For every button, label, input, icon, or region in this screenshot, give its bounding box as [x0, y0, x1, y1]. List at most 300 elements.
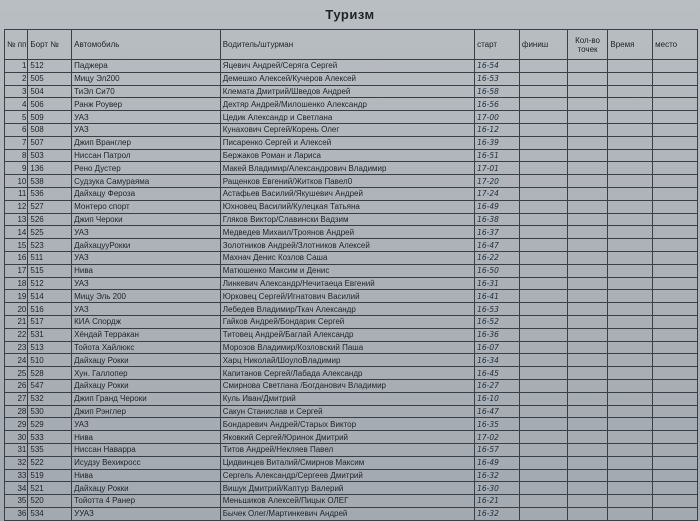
table-row — [5, 507, 698, 520]
cell-start: 16-37 — [475, 226, 520, 239]
cell-board: 510 — [28, 354, 72, 367]
table-row — [5, 85, 698, 98]
empty-cell — [653, 315, 698, 328]
cell-number: 20 — [5, 303, 28, 316]
empty-cell — [519, 354, 567, 367]
table-row — [5, 418, 698, 431]
cell-crew: Сакун Станислав и Сергей — [220, 405, 474, 418]
cell-start: 17-20 — [475, 175, 520, 188]
empty-cell — [519, 72, 567, 85]
empty-cell — [567, 456, 608, 469]
cell-board: 523 — [28, 239, 72, 252]
cell-crew: Кунахович Сергей/Корень Олег — [220, 123, 474, 136]
cell-start: 16-36 — [475, 328, 520, 341]
cell-number: 25 — [5, 367, 28, 380]
cell-number: 32 — [5, 456, 28, 469]
cell-number: 16 — [5, 251, 28, 264]
cell-number: 4 — [5, 98, 28, 111]
table-row — [5, 175, 698, 188]
col-header-time: Время — [608, 30, 653, 60]
empty-cell — [519, 328, 567, 341]
cell-car: Мицу Эль 200 — [72, 290, 221, 303]
cell-car: КИА Спордж — [72, 315, 221, 328]
cell-crew: Гляков Виктор/Славински Вадзим — [220, 213, 474, 226]
cell-start: 16-32 — [475, 507, 520, 520]
empty-cell — [567, 123, 608, 136]
empty-cell — [567, 354, 608, 367]
empty-cell — [608, 303, 653, 316]
empty-cell — [608, 251, 653, 264]
empty-cell — [567, 226, 608, 239]
empty-cell — [567, 418, 608, 431]
cell-crew: Линкевич Александр/Нечитаеца Евгений — [220, 277, 474, 290]
empty-cell — [653, 379, 698, 392]
cell-crew: Дехтяр Андрей/Милошенко Александр — [220, 98, 474, 111]
table-row — [5, 251, 698, 264]
empty-cell — [608, 495, 653, 508]
table-row — [5, 482, 698, 495]
empty-cell — [567, 392, 608, 405]
cell-car: УАЗ — [72, 277, 221, 290]
empty-cell — [653, 354, 698, 367]
cell-start: 16-53 — [475, 303, 520, 316]
empty-cell — [567, 303, 608, 316]
table-row — [5, 72, 698, 85]
empty-cell — [653, 175, 698, 188]
empty-cell — [653, 405, 698, 418]
empty-cell — [567, 149, 608, 162]
empty-cell — [608, 277, 653, 290]
cell-board: 538 — [28, 175, 72, 188]
empty-cell — [519, 495, 567, 508]
empty-cell — [519, 226, 567, 239]
cell-car: Мицу Эл200 — [72, 72, 221, 85]
cell-number: 10 — [5, 175, 28, 188]
cell-number: 1 — [5, 60, 28, 73]
cell-start: 17-02 — [475, 431, 520, 444]
empty-cell — [519, 251, 567, 264]
table-row — [5, 213, 698, 226]
empty-cell — [653, 367, 698, 380]
table-row — [5, 469, 698, 482]
cell-board: 536 — [28, 187, 72, 200]
cell-crew: Бондаревич Андрей/Старых Виктор — [220, 418, 474, 431]
cell-start: 16-47 — [475, 239, 520, 252]
empty-cell — [608, 443, 653, 456]
cell-car: УАЗ — [72, 251, 221, 264]
table-row — [5, 98, 698, 111]
cell-car: Дайхацу Рокки — [72, 379, 221, 392]
empty-cell — [608, 379, 653, 392]
cell-start: 16-30 — [475, 482, 520, 495]
empty-cell — [519, 136, 567, 149]
empty-cell — [653, 239, 698, 252]
cell-crew: Меньшиков Алексей/Пицык ОЛЕГ — [220, 495, 474, 508]
empty-cell — [519, 98, 567, 111]
empty-cell — [519, 200, 567, 213]
empty-cell — [653, 136, 698, 149]
table-row — [5, 303, 698, 316]
empty-cell — [653, 328, 698, 341]
empty-cell — [653, 507, 698, 520]
cell-car: Ниссан Патрол — [72, 149, 221, 162]
empty-cell — [608, 149, 653, 162]
cell-car: Джип Рэнглер — [72, 405, 221, 418]
cell-crew: Капитанов Сергей/Лабада Александр — [220, 367, 474, 380]
cell-start: 17-00 — [475, 111, 520, 124]
cell-crew: Бержаков Роман и Лариса — [220, 149, 474, 162]
cell-crew: Смирнова Светлана /Богданович Владимир — [220, 379, 474, 392]
col-header-crew: Водитель/штурман — [220, 30, 474, 60]
cell-crew: Клемата Дмитрий/Шведов Андрей — [220, 85, 474, 98]
cell-car: УАЗ — [72, 418, 221, 431]
empty-cell — [567, 431, 608, 444]
cell-crew: Яцевич Андрей/Серяга Сергей — [220, 60, 474, 73]
table-row — [5, 264, 698, 277]
empty-cell — [608, 72, 653, 85]
empty-cell — [608, 175, 653, 188]
cell-board: 530 — [28, 405, 72, 418]
table-row — [5, 277, 698, 290]
cell-crew: Титов Андрей/Некляев Павел — [220, 443, 474, 456]
cell-crew: Демешко Алексей/Кучеров Алексей — [220, 72, 474, 85]
empty-cell — [519, 111, 567, 124]
cell-car: Джип Чероки — [72, 213, 221, 226]
empty-cell — [608, 85, 653, 98]
cell-crew: Гайков Андрей/Бондарик Сергей — [220, 315, 474, 328]
table-row — [5, 200, 698, 213]
table-row — [5, 328, 698, 341]
empty-cell — [608, 315, 653, 328]
empty-cell — [567, 367, 608, 380]
cell-board: 511 — [28, 251, 72, 264]
cell-board: 533 — [28, 431, 72, 444]
cell-car: Дайхацу Фероза — [72, 187, 221, 200]
cell-number: 29 — [5, 418, 28, 431]
empty-cell — [567, 175, 608, 188]
empty-cell — [653, 251, 698, 264]
cell-crew: Юхновец Василий/Кулецкая Татьяна — [220, 200, 474, 213]
cell-car: Исудзу Вехикросс — [72, 456, 221, 469]
empty-cell — [608, 469, 653, 482]
cell-start: 16-45 — [475, 367, 520, 380]
empty-cell — [653, 482, 698, 495]
empty-cell — [519, 456, 567, 469]
cell-car: Дайхацу Рокки — [72, 354, 221, 367]
empty-cell — [567, 111, 608, 124]
empty-cell — [519, 60, 567, 73]
empty-cell — [519, 431, 567, 444]
table-row — [5, 149, 698, 162]
cell-number: 14 — [5, 226, 28, 239]
empty-cell — [567, 290, 608, 303]
cell-car: Ранж Роувер — [72, 98, 221, 111]
empty-cell — [608, 226, 653, 239]
cell-start: 16-07 — [475, 341, 520, 354]
cell-car: Дайхацу Рокки — [72, 482, 221, 495]
empty-cell — [653, 290, 698, 303]
cell-board: 512 — [28, 277, 72, 290]
table-row — [5, 315, 698, 328]
cell-car: УАЗ — [72, 303, 221, 316]
cell-number: 27 — [5, 392, 28, 405]
cell-crew: Яковкий Сергей/Юринок Дмитрий — [220, 431, 474, 444]
cell-start: 16-32 — [475, 469, 520, 482]
cell-car: Джип Гранд Чероки — [72, 392, 221, 405]
cell-car: УУАЗ — [72, 507, 221, 520]
empty-cell — [608, 239, 653, 252]
cell-start: 16-57 — [475, 443, 520, 456]
empty-cell — [608, 354, 653, 367]
cell-board: 527 — [28, 200, 72, 213]
empty-cell — [519, 367, 567, 380]
empty-cell — [608, 200, 653, 213]
cell-car: УАЗ — [72, 111, 221, 124]
empty-cell — [567, 251, 608, 264]
table-row — [5, 495, 698, 508]
cell-car: Хун. Галлопер — [72, 367, 221, 380]
cell-car: ДайхацууРокки — [72, 239, 221, 252]
table-row — [5, 187, 698, 200]
cell-board: 529 — [28, 418, 72, 431]
cell-number: 30 — [5, 431, 28, 444]
cell-board: 534 — [28, 507, 72, 520]
empty-cell — [519, 379, 567, 392]
cell-start: 16-52 — [475, 315, 520, 328]
table-row — [5, 354, 698, 367]
cell-number: 34 — [5, 482, 28, 495]
cell-board: 515 — [28, 264, 72, 277]
col-header-car: Автомобиль — [72, 30, 221, 60]
empty-cell — [519, 507, 567, 520]
empty-cell — [519, 469, 567, 482]
empty-cell — [653, 392, 698, 405]
empty-cell — [653, 72, 698, 85]
empty-cell — [653, 85, 698, 98]
cell-start: 16-10 — [475, 392, 520, 405]
empty-cell — [519, 123, 567, 136]
empty-cell — [608, 482, 653, 495]
cell-crew: Медведев Михаил/Троянов Андрей — [220, 226, 474, 239]
cell-number: 18 — [5, 277, 28, 290]
cell-crew: Морозов Владимир/Козловский Паша — [220, 341, 474, 354]
cell-car: Монтеро спорт — [72, 200, 221, 213]
table-row — [5, 405, 698, 418]
table-row — [5, 431, 698, 444]
header-row — [5, 30, 698, 60]
empty-cell — [608, 123, 653, 136]
table-row — [5, 341, 698, 354]
cell-crew: Макей Владимир/Александрович Владимир — [220, 162, 474, 175]
cell-start: 16-34 — [475, 354, 520, 367]
cell-board: 520 — [28, 495, 72, 508]
empty-cell — [608, 418, 653, 431]
empty-cell — [519, 303, 567, 316]
empty-cell — [608, 264, 653, 277]
empty-cell — [608, 392, 653, 405]
cell-board: 525 — [28, 226, 72, 239]
cell-start: 16-31 — [475, 277, 520, 290]
empty-cell — [608, 405, 653, 418]
cell-board: 547 — [28, 379, 72, 392]
empty-cell — [519, 187, 567, 200]
col-header-start: старт — [475, 30, 520, 60]
cell-board: 506 — [28, 98, 72, 111]
cell-number: 3 — [5, 85, 28, 98]
empty-cell — [567, 341, 608, 354]
cell-crew: Махнач Денис Козлов Саша — [220, 251, 474, 264]
empty-cell — [567, 162, 608, 175]
empty-cell — [653, 418, 698, 431]
empty-cell — [519, 85, 567, 98]
empty-cell — [653, 495, 698, 508]
cell-number: 5 — [5, 111, 28, 124]
empty-cell — [567, 315, 608, 328]
cell-start: 16-12 — [475, 123, 520, 136]
table-row — [5, 226, 698, 239]
cell-board: 531 — [28, 328, 72, 341]
cell-number: 15 — [5, 239, 28, 252]
table-row — [5, 136, 698, 149]
empty-cell — [567, 264, 608, 277]
empty-cell — [567, 328, 608, 341]
empty-cell — [653, 111, 698, 124]
empty-cell — [519, 341, 567, 354]
empty-cell — [567, 482, 608, 495]
cell-board: 505 — [28, 72, 72, 85]
cell-number: 28 — [5, 405, 28, 418]
empty-cell — [567, 469, 608, 482]
cell-start: 17-24 — [475, 187, 520, 200]
empty-cell — [653, 98, 698, 111]
empty-cell — [608, 507, 653, 520]
results-table — [4, 29, 698, 521]
cell-start: 16-41 — [475, 290, 520, 303]
cell-crew: Харц Николай/ШоулоВладимир — [220, 354, 474, 367]
cell-start: 16-22 — [475, 251, 520, 264]
cell-board: 504 — [28, 85, 72, 98]
empty-cell — [567, 187, 608, 200]
cell-start: 16-49 — [475, 456, 520, 469]
empty-cell — [519, 315, 567, 328]
empty-cell — [608, 367, 653, 380]
cell-board: 503 — [28, 149, 72, 162]
empty-cell — [567, 405, 608, 418]
empty-cell — [567, 136, 608, 149]
cell-board: 522 — [28, 456, 72, 469]
cell-number: 9 — [5, 162, 28, 175]
cell-crew: Ращенков Евгений/Житков Павел0 — [220, 175, 474, 188]
cell-board: 535 — [28, 443, 72, 456]
empty-cell — [567, 60, 608, 73]
cell-start: 17-01 — [475, 162, 520, 175]
cell-number: 23 — [5, 341, 28, 354]
cell-number: 31 — [5, 443, 28, 456]
cell-number: 36 — [5, 507, 28, 520]
empty-cell — [653, 60, 698, 73]
empty-cell — [567, 495, 608, 508]
table-row — [5, 443, 698, 456]
empty-cell — [519, 264, 567, 277]
cell-start: 16-56 — [475, 98, 520, 111]
cell-board: 517 — [28, 315, 72, 328]
empty-cell — [519, 162, 567, 175]
cell-number: 13 — [5, 213, 28, 226]
cell-car: Хёндай Терракан — [72, 328, 221, 341]
cell-car: Нива — [72, 469, 221, 482]
empty-cell — [653, 469, 698, 482]
empty-cell — [653, 456, 698, 469]
empty-cell — [567, 213, 608, 226]
cell-start: 16-49 — [475, 200, 520, 213]
cell-start: 16-35 — [475, 418, 520, 431]
cell-start: 16-27 — [475, 379, 520, 392]
cell-car: Паджера — [72, 60, 221, 73]
empty-cell — [653, 431, 698, 444]
cell-number: 19 — [5, 290, 28, 303]
cell-board: 516 — [28, 303, 72, 316]
cell-crew: Цедик Александр и Светлана — [220, 111, 474, 124]
cell-car: Нива — [72, 431, 221, 444]
empty-cell — [567, 379, 608, 392]
empty-cell — [567, 72, 608, 85]
cell-start: 16-51 — [475, 149, 520, 162]
empty-cell — [653, 187, 698, 200]
cell-car: Ниссан Наварра — [72, 443, 221, 456]
cell-number: 24 — [5, 354, 28, 367]
cell-car: ТиЭл Си70 — [72, 85, 221, 98]
cell-board: 507 — [28, 136, 72, 149]
cell-number: 8 — [5, 149, 28, 162]
table-row — [5, 111, 698, 124]
cell-board: 509 — [28, 111, 72, 124]
cell-number: 33 — [5, 469, 28, 482]
cell-crew: Лебедев Владимир/Ткач Александр — [220, 303, 474, 316]
empty-cell — [608, 341, 653, 354]
cell-number: 7 — [5, 136, 28, 149]
cell-board: 508 — [28, 123, 72, 136]
cell-car: Тойота Хайлюкс — [72, 341, 221, 354]
empty-cell — [519, 290, 567, 303]
cell-board: 519 — [28, 469, 72, 482]
empty-cell — [608, 98, 653, 111]
empty-cell — [653, 303, 698, 316]
cell-number: 22 — [5, 328, 28, 341]
table-row — [5, 239, 698, 252]
empty-cell — [519, 239, 567, 252]
cell-start: 16-54 — [475, 60, 520, 73]
col-header-points: Кол-во точек — [567, 30, 608, 60]
cell-board: 528 — [28, 367, 72, 380]
empty-cell — [567, 98, 608, 111]
empty-cell — [567, 200, 608, 213]
table-row — [5, 162, 698, 175]
cell-car: Джип Вранглер — [72, 136, 221, 149]
cell-start: 16-47 — [475, 405, 520, 418]
col-header-finish: финиш — [519, 30, 567, 60]
empty-cell — [608, 111, 653, 124]
empty-cell — [567, 239, 608, 252]
cell-number: 11 — [5, 187, 28, 200]
table-row — [5, 392, 698, 405]
cell-crew: Писаренко Сергей и Алексей — [220, 136, 474, 149]
empty-cell — [608, 162, 653, 175]
cell-crew: Астафьев Василий/Якушевич Андрей — [220, 187, 474, 200]
cell-crew: Вишук Дмитрий/Каптур Валерий — [220, 482, 474, 495]
cell-crew: Титовец Андрей/Баглай Александр — [220, 328, 474, 341]
cell-board: 513 — [28, 341, 72, 354]
empty-cell — [519, 418, 567, 431]
